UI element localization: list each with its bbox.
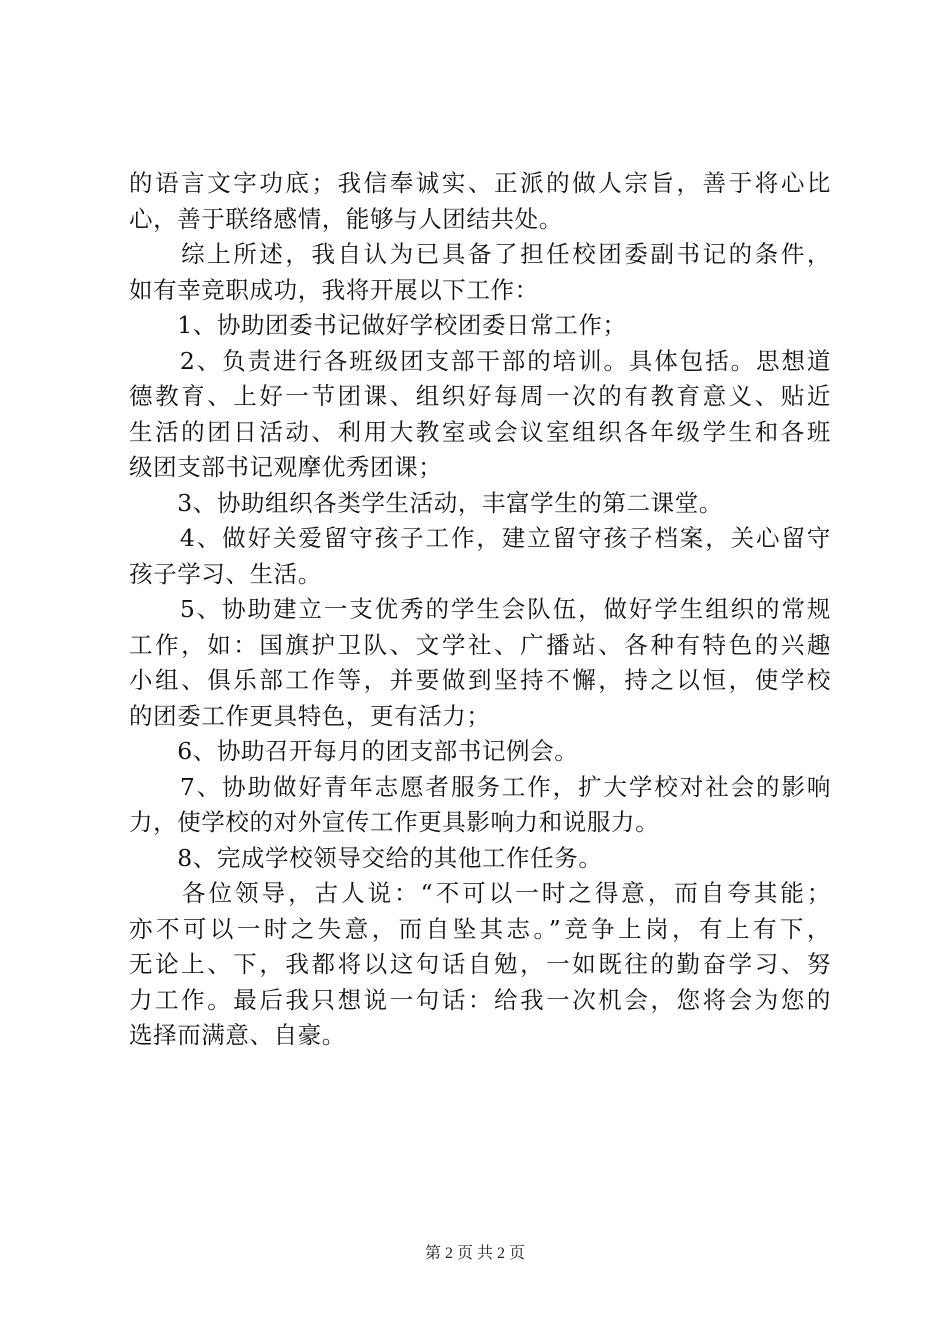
text-line: 无论上、下，我都将以这句话自勉，一如既往的勤奋学习、努 [129, 950, 831, 978]
text-line: 综上所述，我自认为已具备了担任校团委副书记的条件， [129, 240, 831, 268]
text-line: 的团委工作更具特色，更有活力； [129, 701, 491, 730]
text-line: 7、协助做好青年志愿者服务工作，扩大学校对社会的影响 [129, 772, 831, 801]
text-line: 6、协助召开每月的团支部书记例会。 [129, 737, 579, 765]
text-line: 亦不可以一时之失意，而自坠其志。”竞争上岗，有上有下， [129, 914, 831, 943]
text-line: 如有幸竞职成功，我将开展以下工作： [129, 275, 539, 304]
text-line: 4、做好关爱留守孩子工作，建立留守孩子档案，关心留守 [129, 524, 831, 552]
text-line: 小组、俱乐部工作等，并要做到坚持不懈，持之以恒，使学校 [129, 666, 831, 694]
text-line: 德教育、上好一节团课、组织好每周一次的有教育意义、贴近 [129, 382, 831, 410]
text-line: 生活的团日活动、利用大教室或会议室组织各年级学生和各班 [129, 417, 831, 446]
document-body [129, 166, 831, 1054]
text-line: 工作，如：国旗护卫队、文学社、广播站、各种有特色的兴趣 [129, 630, 831, 659]
text-line: 1、协助团委书记做好学校团委日常工作； [129, 311, 627, 339]
text-line: 选择而满意、自豪。 [129, 1021, 346, 1049]
text-line: 心，善于联络感情，能够与人团结共处。 [129, 204, 563, 233]
text-line: 3、协助组织各类学生活动，丰富学生的第二课堂。 [129, 488, 723, 517]
text-line: 8、完成学校领导交给的其他工作任务。 [129, 843, 603, 872]
text-line: 孩子学习、生活。 [129, 559, 322, 588]
page-footer: 第 2 页 共 2 页 [424, 1245, 525, 1262]
text-line: 各位领导，古人说：“不可以一时之得意，而自夸其能； [129, 879, 831, 907]
text-line: 的语言文字功底；我信奉诚实、正派的做人宗旨，善于将心比 [129, 169, 831, 197]
text-line: 力工作。最后我只想说一句话：给我一次机会，您将会为您的 [129, 985, 831, 1014]
text-line: 力，使学校的对外宣传工作更具影响力和说服力。 [129, 808, 660, 836]
text-line: 2、负责进行各班级团支部干部的培训。具体包括。思想道 [129, 346, 831, 375]
text-line: 5、协助建立一支优秀的学生会队伍，做好学生组织的常规 [129, 595, 831, 623]
text-line: 级团支部书记观摩优秀团课； [129, 453, 443, 481]
